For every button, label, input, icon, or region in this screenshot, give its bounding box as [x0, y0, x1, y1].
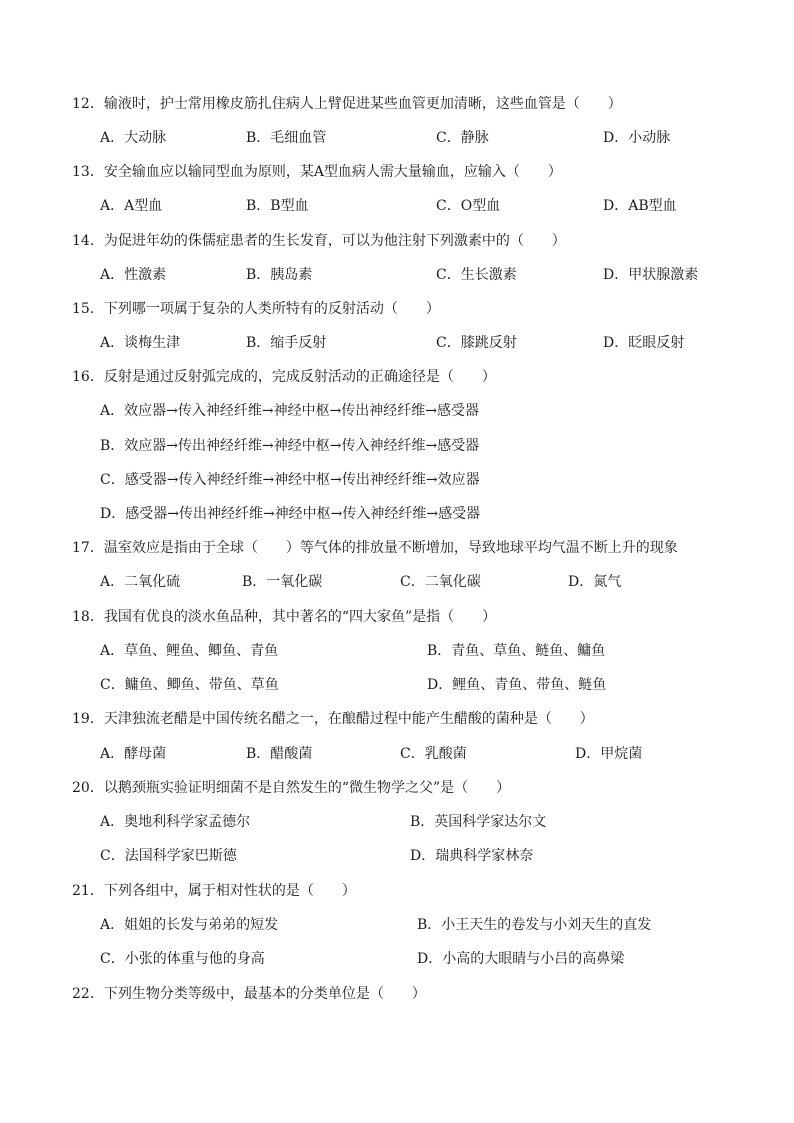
option-a: A．谈梅生津 [100, 335, 181, 351]
question-14-stem: 14．为促进年幼的侏儒症患者的生长发育，可以为他注射下列激素中的（ ） [72, 233, 566, 249]
question-20-stem: 20．以鹅颈瓶实验证明细菌不是自然发生的“微生物学之父”是（ ） [72, 780, 511, 796]
question-13-stem: 13．安全输血应以输同型血为原则，某A型血病人需大量输血，应输入（ ） [72, 164, 562, 180]
question-19-options [100, 744, 740, 764]
option-c: C．鳙鱼、鲫鱼、带鱼、草鱼 [100, 677, 279, 693]
option-b: B．青鱼、草鱼、鲢鱼、鳙鱼 [427, 643, 606, 659]
question-21-options-row1 [100, 915, 740, 935]
option-b: B．小王天生的卷发与小刘天生的直发 [417, 917, 652, 933]
question-21-stem: 21．下列各组中，属于相对性状的是（ ） [72, 883, 356, 899]
option-d: D．鲤鱼、青鱼、带鱼、鲢鱼 [427, 677, 607, 693]
option-a: A．性激素 [100, 267, 167, 283]
question-22-stem: 22．下列生物分类等级中，最基本的分类单位是（ ） [72, 986, 426, 1002]
option-c: C．膝跳反射 [436, 335, 517, 351]
option-c: C．法国科学家巴斯德 [100, 848, 237, 864]
option-b: B．一氧化碳 [242, 574, 323, 590]
option-c: C．生长激素 [436, 267, 517, 283]
option-d: D．氮气 [568, 574, 622, 590]
option-a: A．酵母菌 [100, 746, 167, 762]
question-12-options [100, 128, 740, 148]
question-20-options-row2 [100, 846, 740, 866]
question-18-stem: 18．我国有优良的淡水鱼品种，其中著名的“四大家鱼”是指（ ） [72, 609, 497, 625]
option-a: A．奥地利科学家孟德尔 [100, 814, 251, 830]
option-d: D．瑞典科学家林奈 [410, 848, 534, 864]
question-21-options-row2 [100, 949, 740, 969]
question-16-stem: 16．反射是通过反射弧完成的，完成反射活动的正确途径是（ ） [72, 369, 496, 385]
option-b: B．毛细血管 [246, 130, 327, 146]
option-b: B．缩手反射 [246, 335, 327, 351]
option-c: C．小张的体重与他的身高 [100, 951, 265, 967]
option-d: D．甲状腺激素 [603, 267, 699, 283]
question-19-stem: 19．天津独流老醋是中国传统名醋之一，在酿醋过程中能产生醋酸的菌种是（ ） [72, 711, 594, 727]
option-c: C．感受器→传入神经纤维→神经中枢→传出神经纤维→效应器 [100, 472, 480, 488]
option-a: A．A型血 [100, 198, 163, 214]
option-c: C．静脉 [436, 130, 489, 146]
option-c: C．二氧化碳 [400, 574, 481, 590]
option-b: B．胰岛素 [246, 267, 313, 283]
question-18-options-row2 [100, 675, 740, 695]
option-a: A．大动脉 [100, 130, 167, 146]
question-15-stem: 15．下列哪一项属于复杂的人类所特有的反射活动（ ） [72, 301, 440, 317]
option-b: B．醋酸菌 [246, 746, 313, 762]
option-c: C．O型血 [436, 198, 501, 214]
question-15-options [100, 333, 740, 353]
option-a: A．草鱼、鲤鱼、鲫鱼、青鱼 [100, 643, 279, 659]
option-d: D．小高的大眼睛与小吕的高鼻梁 [417, 951, 625, 967]
option-b: B．效应器→传出神经纤维→神经中枢→传入神经纤维→感受器 [100, 438, 480, 454]
question-17-stem: 17．温室效应是指由于全球（ ）等气体的排放量不断增加，导致地球平均气温不断上升的现象 [72, 540, 678, 556]
option-d: D．感受器→传出神经纤维→神经中枢→传入神经纤维→感受器 [100, 506, 481, 522]
question-14-options [100, 265, 740, 285]
option-d: D．眨眼反射 [603, 335, 685, 351]
option-a: A．姐姐的长发与弟弟的短发 [100, 917, 279, 933]
question-13-options [100, 196, 740, 216]
question-17-options [100, 572, 740, 592]
option-c: C．乳酸菌 [400, 746, 467, 762]
question-12-stem: 12．输液时，护士常用橡皮筋扎住病人上臂促进某些血管更加清晰，这些血管是（ ） [72, 96, 622, 112]
option-a: A．二氧化硫 [100, 574, 181, 590]
option-a: A．效应器→传入神经纤维→神经中枢→传出神经纤维→感受器 [100, 403, 480, 419]
option-d: D．AB型血 [603, 198, 677, 214]
option-b: B．英国科学家达尔文 [410, 814, 547, 830]
option-b: B．B型血 [246, 198, 309, 214]
question-20-options-row1 [100, 812, 740, 832]
question-18-options-row1 [100, 641, 740, 661]
option-d: D．小动脉 [603, 130, 671, 146]
option-d: D．甲烷菌 [575, 746, 643, 762]
